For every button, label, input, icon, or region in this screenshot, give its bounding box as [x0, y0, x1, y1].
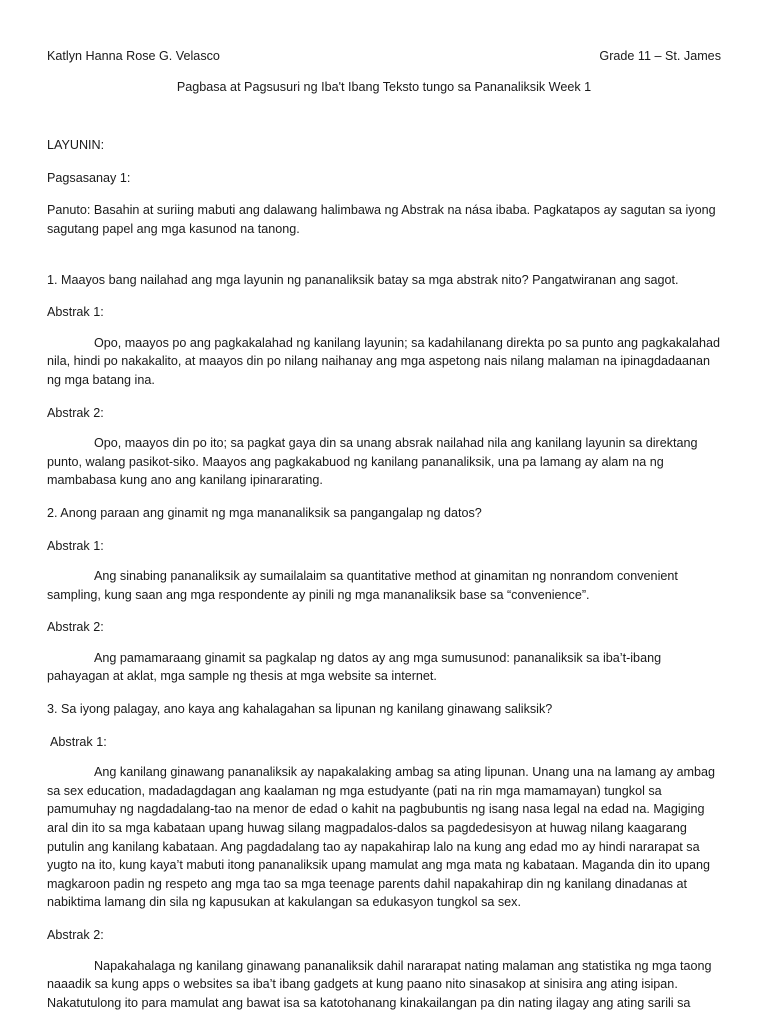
layunin-label: LAYUNIN: [47, 138, 105, 153]
q3-abstrak-2-label: Abstrak 2: [47, 928, 104, 942]
q2-abstrak-2-label: Abstrak 2: [47, 620, 104, 635]
question-1: 1. Maayos bang nailahad ang mga layunin ng pananaliksik batay sa mga abstrak nito? Pangatwiranan ang sagot. [47, 272, 679, 287]
q3-abstrak-2-answer: Napakahalaga ng kanilang ginawang pananaliksik dahil nararapat nating malaman ang statistika ng mga taong naaadik sa kung apps o websites sa iba’t ibang gadgets at kung paano nito sinasakop at sinisira ang ating isipan. Nakatutulong ito para mamulat ang bawat isa sa katotohanang kinakailangan pa din nating ilagay ang ating sarili sa [47, 958, 712, 1010]
document-header [47, 47, 721, 66]
pagsasanay-label: Pagsasanay 1: [47, 170, 131, 185]
document-title: Pagbasa at Pagsusuri ng Iba't Ibang Teksto tungo sa Pananaliksik Week 1 [176, 79, 592, 94]
q1-abstrak-2-answer: Opo, maayos din po ito; sa pagkat gaya din sa unang absrak nailahad nila ang kanilang layunin sa direktang punto, walang pasikot-siko. Maayos ang pagkakabuod ng kanilang pananaliksik, una pa lamang ay alam na ng mambabasa kung ano ang kanilang ipinararating. [47, 436, 698, 488]
q2-abstrak-1-answer: Ang sinabing pananaliksik ay sumailalaim sa quantitative method at ginamitan ng nonrandom convenient sampling, kung saan ang mga respondente ay pinili ng mga mananaliksik base sa “convenience”. [47, 569, 678, 602]
q1-abstrak-1-label: Abstrak 1: [47, 305, 104, 320]
q2-abstrak-1-label: Abstrak 1: [47, 538, 104, 553]
question-2: 2. Anong paraan ang ginamit ng mga mananaliksik sa pangangalap ng datos? [47, 505, 482, 520]
grade-section: Grade 11 – St. James [599, 49, 721, 63]
question-3: 3. Sa iyong palagay, ano kaya ang kahalagahan sa lipunan ng kanilang ginawang saliksik? [47, 702, 553, 717]
panuto-text: Panuto: Basahin at suriing mabuti ang dalawang halimbawa ng Abstrak na nása ibaba. Pagkatapos ay sagutan sa iyong sagutang papel ang mga kasunod na tanong. [47, 203, 716, 236]
student-name: Katlyn Hanna Rose G. Velasco [47, 49, 220, 63]
q3-abstrak-1-answer: Ang kanilang ginawang pananaliksik ay napakalaking ambag sa ating lipunan. Unang una na lamang ay ambag sa sex education, madadagdagan ang kaalaman ng mga estudyante (pati na rin mga mamamayan) tungkol sa pamumuhay ng nagdadalang-tao na menor de edad o kahit na pagbubuntis ng isang nasa legal na edad na. Magiging aral din ito sa mga kabataan upang huwag silang magpadalos-dalos sa pagdedesisyon at huwag nilang kaagarang putulin ang kanilang kabataan. Ang pagdadalang tao ay napakahirap lalo na kung ang edad mo ay hindi nararapat sa yugto na ito, kung kaya’t mabuti itong pananaliksik upang mamulat ang mga mata ng kabataan. Maganda din ito upang magkaroon padin ng respeto ang mga tao sa mga teenage parents dahil napakahirap din ng kanilang dinadanas at nabiktima lamang din sila ng kapusukan at kakulangan sa edukasyon tungkol sa sex. [47, 765, 716, 910]
q2-abstrak-2-answer: Ang pamamaraang ginamit sa pagkalap ng datos ay ang mga sumusunod: pananaliksik sa iba’t-ibang pahayagan at aklat, mga sample ng thesis at mga website sa internet. [47, 650, 662, 684]
q1-abstrak-2-label: Abstrak 2: [47, 405, 104, 420]
q1-abstrak-1-answer: Opo, maayos po ang pagkakalahad ng kanilang layunin; sa kadahilanang direkta po sa punto ang pagkakalahad nila, hindi po nakakalito, at maayos din po nilang naihanay ang mga aspetong nais nilang malaman na ipinagdadaanan ng mga batang ina. [47, 335, 720, 387]
q3-abstrak-1-label: Abstrak 1: [50, 734, 107, 749]
